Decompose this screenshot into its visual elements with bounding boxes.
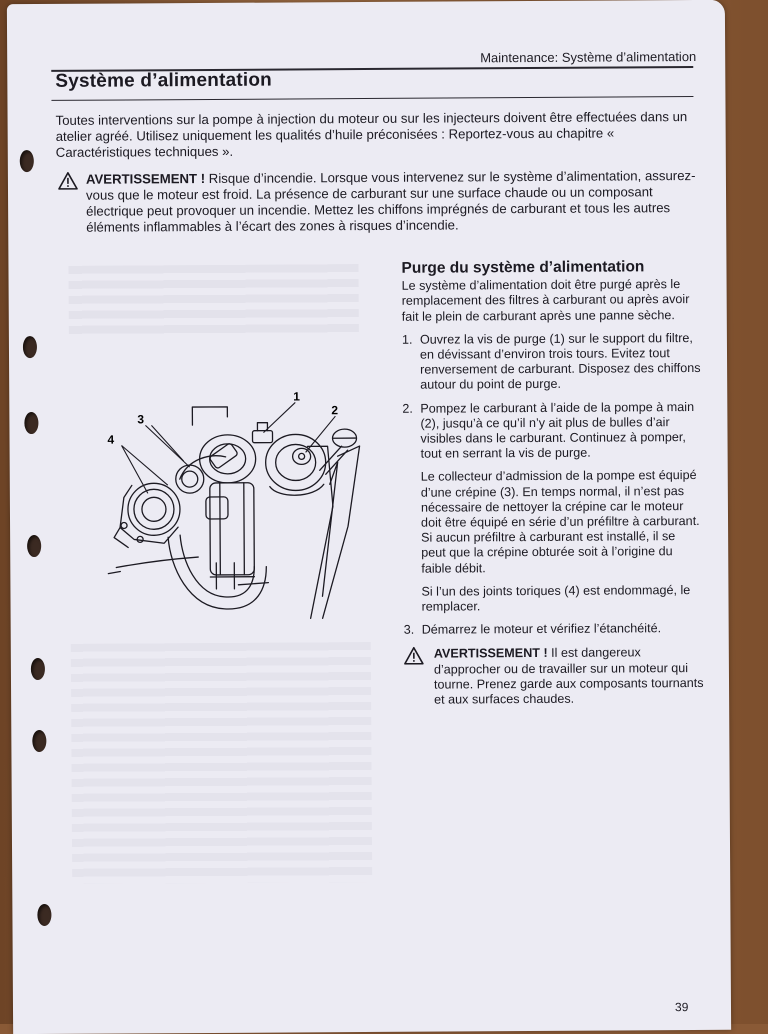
step-text: Démarrez le moteur et vérifiez l’étanchéité. (421, 621, 662, 637)
warning-text: Il est dangereux d’approcher ou de travailler sur un moteur qui tourne. Prenez garde aux composants tournants et aux surfaces chaudes. (433, 645, 704, 707)
callout-2: 2 (331, 403, 339, 418)
binder-hole (27, 535, 41, 557)
binder-hole (32, 730, 46, 752)
warning-label: AVERTISSEMENT ! (433, 646, 548, 662)
binder-hole (23, 336, 37, 358)
fuel-pump-illustration (97, 386, 380, 628)
binder-hole (24, 412, 38, 434)
warning-triangle-icon (58, 172, 78, 190)
fire-warning (56, 168, 696, 236)
page-title: Système d’alimentation (55, 69, 273, 92)
callout-4: 4 (107, 432, 115, 447)
purge-title: Purge du système d’alimentation (401, 258, 645, 277)
purge-intro: Le système d’alimentation doit être purgé après le remplacement des filtres à carburant ou après avoir fait le plein de carburant après une panne sèche. (401, 277, 690, 324)
intro-paragraph: Toutes interventions sur la pompe à injection du moteur ou sur les injecteurs doivent être effectuées dans un atelier agréé. Utilisez uniquement les qualités d’huile préconisées : Reportez-vous au chapitre « Caractéristiques techniques ». (55, 109, 688, 160)
step-item (402, 400, 702, 463)
callout-1: 1 (293, 389, 300, 404)
warning-text: Risque d’incendie. Lorsque vous intervenez sur le système d’alimentation, assurez-vous que le moteur est froid. La présence de carburant sur une surface chaude ou un composant électrique peut provoquer un incendie. Mettez les chiffons imprégnés de carburant et tous les autres éléments inflammables à l’écart des zones à risques d’incendie. (85, 167, 696, 235)
step-item (402, 331, 702, 394)
step-number: 1. (401, 332, 413, 347)
step-text: Ouvrez la vis de purge (1) sur le support du filtre, en dévissant d’environ trois tours. Evitez tout renversement de carburant. Disposez des chiffons autour du point de purge. (419, 330, 701, 393)
bleed-through-shadow (71, 642, 372, 884)
section-header: Maintenance: Système d’alimentation (480, 48, 697, 66)
page-number: 39 (674, 1000, 689, 1015)
step-number: 2. (402, 401, 413, 416)
binder-hole (31, 658, 45, 680)
o-rings-paragraph: Si l’un des joints toriques (4) est endommagé, le remplacer. (421, 582, 691, 614)
step-number: 3. (403, 622, 415, 638)
step-item (404, 621, 704, 638)
purge-section (401, 259, 704, 708)
warning-label: AVERTISSEMENT ! (85, 170, 206, 187)
title-rule (51, 96, 693, 101)
strainer-paragraph: Le collecteur d’admission de la pompe est équipé d’une crépine (3). En temps normal, il n’est pas nécessaire de nettoyer la crépine car le moteur doit être équipé en série d’un préfiltre à carburant. Si aucun préfiltre à carburant est installé, il se peut que la crépine obturée soit à l’origine du faible débit. (420, 468, 700, 576)
binder-hole (20, 150, 34, 172)
callout-3: 3 (137, 412, 145, 427)
bleed-through-shadow (68, 264, 358, 336)
fuel-pump-drawing (97, 386, 380, 628)
binder-hole (37, 904, 51, 926)
manual-page (7, 0, 731, 1034)
rotating-parts-warning (404, 645, 704, 708)
warning-triangle-icon (404, 647, 424, 665)
step-text: Pompez le carburant à l’aide de la pompe à main (2), jusqu’à ce qu’il n’y ait plus de bulles d’air visibles dans le carburant. Continuez à pomper, tout en serrant la vis de purge. (420, 399, 695, 461)
